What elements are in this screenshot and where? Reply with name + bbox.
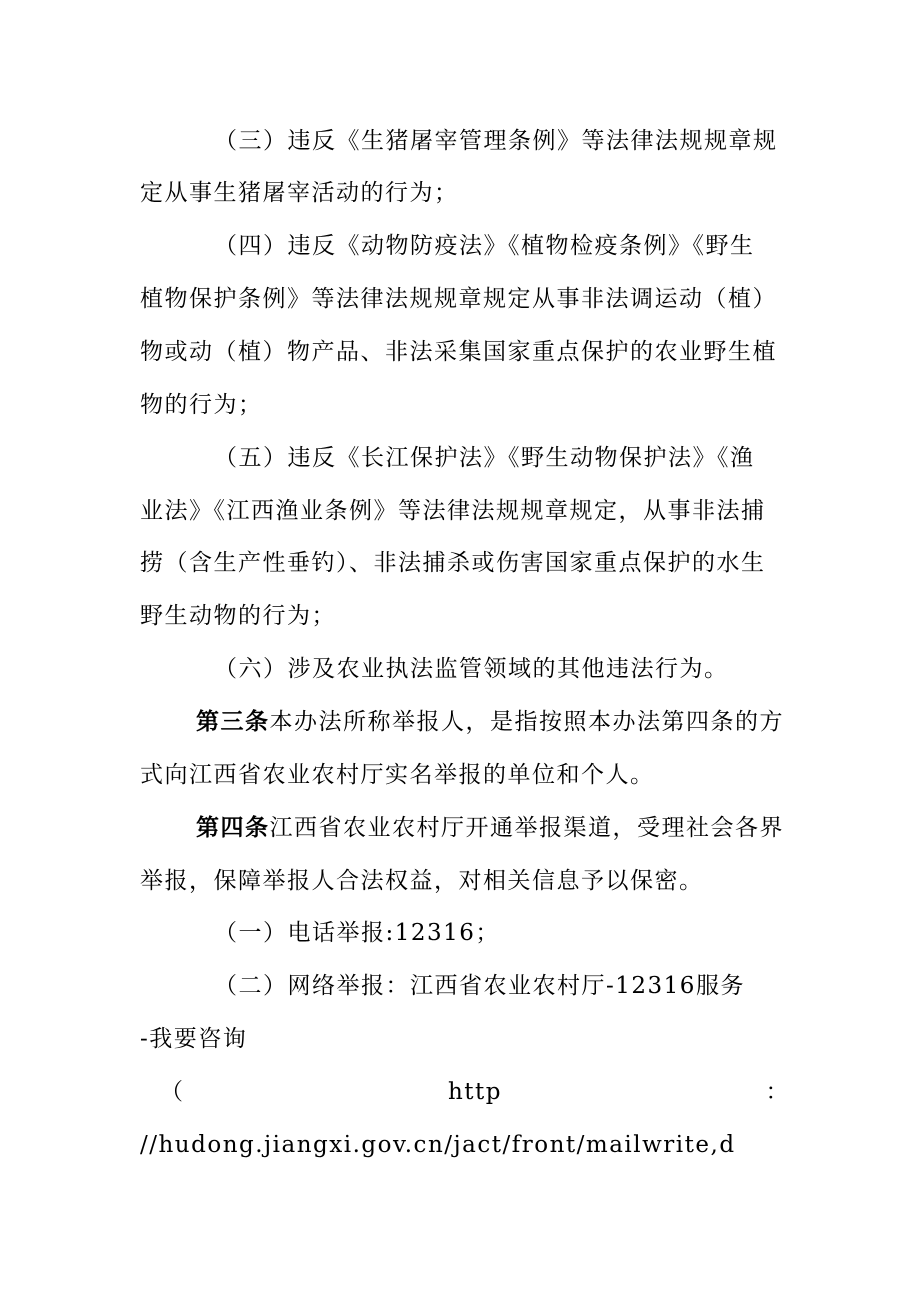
- paragraph-line: 植物保护条例》等法律法规规章规定从事非法调运动（植）: [140, 286, 777, 312]
- paragraph-line: （四）违反《动物防疫法》《植物检疫条例》《野生: [214, 233, 755, 259]
- paragraph-line: 式向江西省农业农村厅实名举报的单位和个人。: [140, 762, 655, 788]
- article-3-label: 第三条: [196, 708, 270, 735]
- url-http: http: [447, 1079, 503, 1105]
- article-3-text: 本办法所称举报人，是指按照本办法第四条的方: [269, 709, 784, 735]
- paragraph-line: -我要咨询: [140, 1026, 248, 1052]
- article-4-text: 江西省农业农村厅开通举报渠道，受理社会各界: [269, 815, 784, 841]
- article-4-label: 第四条: [196, 814, 270, 841]
- paragraph-line: （二）网络举报：江西省农业农村厅-12316服务: [214, 973, 745, 999]
- paragraph-line: 物或动（植）物产品、非法采集国家重点保护的农业野生植: [140, 339, 777, 365]
- article-4-line: [196, 813, 838, 843]
- paragraph-line: （一）电话举报:12316；: [214, 920, 500, 946]
- paragraph-line: 业法》《江西渔业条例》等法律法规规章规定，从事非法捕: [140, 498, 766, 524]
- paragraph-line: 定从事生猪屠宰活动的行为；: [140, 180, 459, 206]
- paragraph-line: 野生动物的行为；: [140, 603, 336, 629]
- paragraph-line: （五）违反《长江保护法》《野生动物保护法》《渔: [214, 445, 755, 471]
- paragraph-line: （六）涉及农业执法监管领域的其他违法行为。: [214, 656, 729, 682]
- url-line: //hudong.jiangxi.gov.cn/jact/front/mailwrite,d: [140, 1132, 736, 1158]
- paragraph-line: 物的行为；: [140, 392, 263, 418]
- url-colon: ：: [765, 1079, 790, 1105]
- paragraph-line: （三）违反《生猪屠宰管理条例》等法律法规规章规: [214, 128, 778, 154]
- url-prefix-line: [160, 1077, 790, 1107]
- url-open-paren: （: [160, 1079, 185, 1105]
- paragraph-line: 捞（含生产性垂钓）、非法捕杀或伤害国家重点保护的水生: [140, 550, 766, 576]
- paragraph-line: 举报，保障举报人合法权益，对相关信息予以保密。: [140, 868, 704, 894]
- article-3-line: [196, 707, 838, 737]
